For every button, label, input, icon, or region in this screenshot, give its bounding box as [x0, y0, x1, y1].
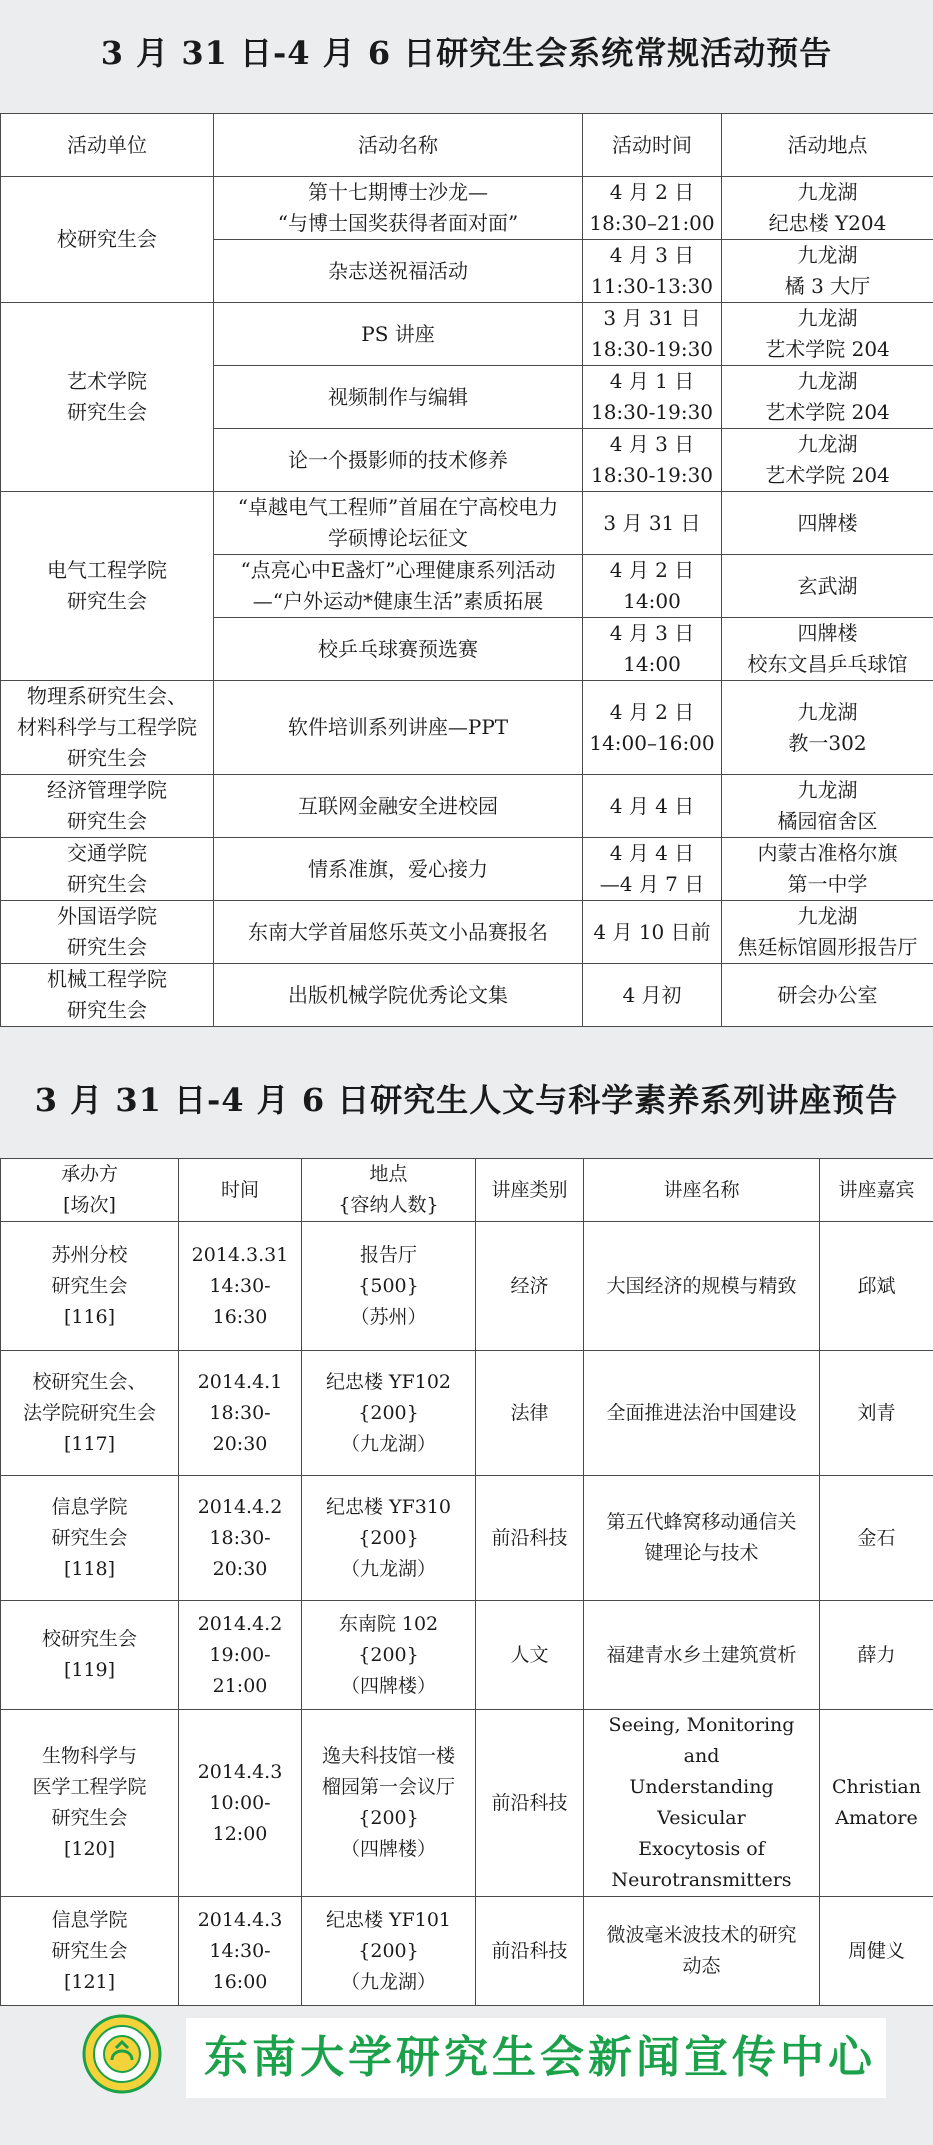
activity-name-cell [214, 838, 583, 901]
table-row [1, 775, 933, 838]
lecture-guest-cell-line: 薛力 [857, 1643, 896, 1666]
activity-time-cell-line: 18:30-19:30 [590, 400, 714, 424]
activity-name-cell-line: PS 讲座 [361, 321, 435, 346]
column-header-line: {容纳人数} [338, 1194, 439, 1216]
activity-time-cell-line: 18:30-19:30 [590, 337, 714, 361]
lecture-place-cell-line: 榴园第一会议厅 [321, 1776, 455, 1798]
activity-time-cell-line: 4 月 2 日 [609, 699, 695, 724]
activity-place-cell-line: 玄武湖 [797, 573, 858, 598]
column-header-line: 活动单位 [67, 132, 147, 157]
activity-place-cell-line: 纪忠楼 Y204 [768, 211, 887, 235]
activity-time-cell [583, 429, 722, 492]
activity-name-cell [214, 492, 583, 555]
table-row [1, 1222, 933, 1351]
activity-name-cell-line: 学硕博论坛征文 [328, 526, 468, 550]
table-row [1, 1897, 933, 2006]
activity-time-cell-line: 18:30-19:30 [590, 463, 714, 487]
column-header-line: [场次] [63, 1194, 116, 1216]
host-cell-line: [121] [63, 1970, 116, 1993]
lecture-title-cell-line: 微波毫米波技术的研究 [606, 1924, 797, 1946]
lecture-guest-cell [820, 1222, 933, 1351]
column-header-line: 活动地点 [787, 132, 868, 157]
lecture-place-cell-line: （九龙湖） [340, 1970, 436, 1993]
lecture-place-cell-line: 东南院 102 [338, 1612, 439, 1635]
lecture-place-cell-line: （四牌楼） [340, 1838, 436, 1860]
activity-place-cell [722, 492, 933, 555]
lecture-category-cell [476, 1222, 584, 1351]
activity-time-cell-line: 14:00 [623, 652, 681, 676]
activity-place-cell-line: 内蒙古准格尔旗 [757, 841, 898, 865]
unit-cell [1, 775, 214, 838]
activity-time-cell [583, 366, 722, 429]
lecture-time-cell [179, 1351, 302, 1476]
activity-place-cell-line: 艺术学院 204 [765, 337, 890, 361]
unit-cell [1, 838, 214, 901]
table-row [1, 303, 933, 366]
activity-place-cell-line: 九龙湖 [797, 180, 858, 204]
lecture-place-cell-line: 纪忠楼 YF101 [325, 1908, 452, 1931]
lecture-title-cell-line: 福建青水乡土建筑赏析 [606, 1643, 797, 1666]
column-header [214, 114, 583, 177]
table-row [1, 1710, 933, 1897]
activity-place-cell-line: 第一中学 [787, 872, 868, 896]
column-header-line: 活动时间 [612, 132, 692, 157]
unit-cell-line: 经济管理学院 [47, 778, 167, 802]
lecture-guest-cell-line: 周健义 [847, 1939, 905, 1962]
lecture-category-cell [476, 1351, 584, 1476]
lectures-table [0, 1158, 933, 2006]
column-header [1, 114, 214, 177]
activity-place-cell-line: 艺术学院 204 [765, 400, 890, 424]
lecture-title-cell-line: 第五代蜂窝移动通信关 [606, 1511, 797, 1533]
lecture-guest-cell [820, 1897, 933, 2006]
host-cell-line: 研究生会 [51, 1939, 128, 1962]
host-cell-line: [118] [63, 1557, 116, 1580]
lecture-guest-cell-line: Amatore [835, 1807, 918, 1829]
lecture-time-cell [179, 1897, 302, 2006]
unit-cell-line: 研究生会 [67, 998, 147, 1022]
lecture-time-cell-line: 18:30-20:30 [209, 1526, 271, 1580]
lecture-time-cell-line: 2014.4.1 [197, 1370, 283, 1393]
activity-place-cell [722, 240, 933, 303]
lecture-category-cell [476, 1710, 584, 1897]
activity-name-cell [214, 366, 583, 429]
activity-name-cell-line: 东南大学首届悠乐英文小品赛报名 [248, 919, 548, 944]
column-header-line: 讲座名称 [663, 1178, 740, 1201]
activity-name-cell-line: 软件培训系列讲座—PPT [287, 715, 509, 739]
activity-time-cell-line: 4 月 2 日 [609, 558, 695, 582]
lecture-place-cell [302, 1710, 476, 1897]
unit-cell-line: 机械工程学院 [47, 967, 167, 991]
table-row [1, 1476, 933, 1601]
activity-name-cell [214, 240, 583, 303]
activity-name-cell-line: 出版机械学院优秀论文集 [288, 982, 508, 1007]
activity-name-cell-line: 杂志送祝福活动 [328, 258, 468, 283]
column-header [583, 114, 722, 177]
activity-name-cell [214, 618, 583, 681]
activity-place-cell [722, 618, 933, 681]
host-cell [1, 1601, 179, 1710]
lecture-title-cell [584, 1897, 820, 2006]
activity-time-cell [583, 618, 722, 681]
lecture-time-cell-line: 18:30-20:30 [209, 1401, 271, 1455]
activity-time-cell-line: 4 月 3 日 [609, 243, 695, 267]
column-header [820, 1159, 933, 1222]
host-cell-line: 医学工程学院 [32, 1776, 147, 1798]
host-cell [1, 1351, 179, 1476]
table-header-row [1, 1159, 933, 1222]
lecture-title-cell-line: Exocytosis of [638, 1838, 765, 1860]
unit-cell [1, 681, 214, 775]
lecture-place-cell-line: {200} [358, 1939, 419, 1962]
activity-place-cell [722, 964, 933, 1027]
lecture-time-cell-line: 2014.4.2 [197, 1612, 283, 1635]
activity-place-cell-line: 校东文昌乒乓球馆 [747, 652, 908, 676]
column-header [476, 1159, 584, 1222]
table-row [1, 681, 933, 775]
table-row [1, 1601, 933, 1710]
activity-place-cell-line: 九龙湖 [797, 306, 858, 330]
unit-cell [1, 303, 214, 492]
activity-time-cell-line: 4 月 2 日 [609, 180, 695, 204]
page-title-lectures: 3 月 31 日-4 月 6 日研究生人文与科学素养系列讲座预告 [34, 1081, 899, 1119]
host-cell [1, 1897, 179, 2006]
activity-time-cell-line: 4 月 10 日前 [593, 919, 711, 944]
lecture-guest-cell-line: Christian [832, 1776, 921, 1798]
activity-name-cell-line: 校乒乓球赛预选赛 [318, 636, 478, 661]
lecture-category-cell [476, 1601, 584, 1710]
lecture-time-cell [179, 1222, 302, 1351]
activity-place-cell [722, 177, 933, 240]
lecture-title-cell-line: 动态 [682, 1955, 721, 1977]
table-row [1, 177, 933, 240]
column-header-line: 讲座嘉宾 [838, 1178, 915, 1201]
activity-place-cell-line: 九龙湖 [797, 778, 858, 802]
activity-place-cell [722, 901, 933, 964]
activity-time-cell-line: 14:00 [623, 589, 681, 613]
lecture-time-cell-line: 14:30-16:30 [209, 1274, 271, 1328]
activity-time-cell-line: 4 月 3 日 [609, 432, 695, 456]
footer [0, 2000, 933, 2120]
activity-name-cell [214, 555, 583, 618]
column-header-line: 地点 [369, 1163, 408, 1185]
activity-time-cell [583, 303, 722, 366]
activity-time-cell-line: 18:30–21:00 [589, 211, 715, 235]
lecture-place-cell-line: （苏州） [350, 1305, 427, 1328]
activity-place-cell-line: 四牌楼 [797, 510, 858, 535]
unit-cell-line: 研究生会 [67, 589, 147, 613]
lecture-place-cell [302, 1351, 476, 1476]
activity-time-cell-line: 4 月 1 日 [609, 369, 695, 393]
activity-time-cell-line: —4 月 7 日 [599, 872, 705, 896]
activity-time-cell [583, 177, 722, 240]
activity-place-cell [722, 366, 933, 429]
lecture-category-cell-line: 法律 [510, 1401, 549, 1424]
host-cell [1, 1710, 179, 1897]
lecture-guest-cell-line: 刘青 [857, 1401, 896, 1424]
table-row [1, 838, 933, 901]
activity-time-cell-line: 3 月 31 日 [603, 306, 701, 330]
lecture-category-cell-line: 经济 [510, 1274, 549, 1297]
seu-graduate-union-seal-icon [82, 2014, 162, 2094]
host-cell-line: 生物科学与 [41, 1745, 137, 1767]
activity-place-cell-line: 焦廷标馆圆形报告厅 [737, 935, 918, 959]
activity-place-cell-line: 橘园宿舍区 [777, 809, 878, 833]
activity-place-cell [722, 838, 933, 901]
lecture-category-cell-line: 前沿科技 [491, 1526, 568, 1549]
unit-cell-line: 物理系研究生会、 [27, 684, 187, 708]
activity-name-cell-line: 情系准旗，爱心接力 [308, 856, 488, 881]
activity-place-cell-line: 四牌楼 [797, 621, 858, 645]
unit-cell-line: 研究生会 [67, 935, 147, 959]
activity-time-cell-line: 4 月 3 日 [609, 621, 695, 645]
unit-cell [1, 901, 214, 964]
lecture-guest-cell [820, 1351, 933, 1476]
lecture-category-cell-line: 前沿科技 [491, 1791, 568, 1814]
column-header [179, 1159, 302, 1222]
activity-name-cell [214, 681, 583, 775]
lecture-time-cell-line: 19:00-21:00 [209, 1643, 271, 1697]
unit-cell-line: 交通学院 [67, 841, 147, 865]
activity-time-cell [583, 838, 722, 901]
lecture-title-cell-line: 键理论与技术 [644, 1542, 759, 1564]
table-row [1, 901, 933, 964]
unit-cell-line: 研究生会 [67, 400, 147, 424]
activity-place-cell [722, 681, 933, 775]
activity-place-cell-line: 教一302 [788, 730, 867, 755]
lecture-title-cell [584, 1601, 820, 1710]
activity-name-cell [214, 775, 583, 838]
unit-cell-line: 材料科学与工程学院 [17, 715, 197, 739]
page-title-activities: 3 月 31 日-4 月 6 日研究生会系统常规活动预告 [100, 34, 833, 72]
activity-time-cell [583, 240, 722, 303]
activity-name-cell-line: 第十七期博士沙龙— [308, 180, 488, 204]
activity-time-cell [583, 901, 722, 964]
lecture-place-cell-line: {500} [358, 1274, 419, 1297]
column-header-line: 讲座类别 [491, 1178, 568, 1201]
lecture-time-cell [179, 1601, 302, 1710]
column-header-line: 活动名称 [358, 132, 438, 157]
lecture-time-cell-line: 2014.4.2 [197, 1495, 283, 1518]
activity-name-cell-line: “卓越电气工程师”首届在宁高校电力 [237, 495, 559, 519]
lecture-place-cell [302, 1476, 476, 1601]
lecture-category-cell-line: 人文 [510, 1643, 549, 1666]
lecture-title-cell [584, 1222, 820, 1351]
unit-cell-line: 研究生会 [67, 809, 147, 833]
lecture-guest-cell-line: 金石 [857, 1526, 896, 1549]
host-cell [1, 1222, 179, 1351]
lecture-time-cell-line: 2014.4.3 [197, 1908, 283, 1931]
lecture-title-cell-line: Seeing, Monitoring and [608, 1714, 795, 1767]
unit-cell-line: 研究生会 [67, 746, 147, 770]
host-cell-line: [119] [63, 1659, 116, 1681]
column-header [302, 1159, 476, 1222]
activity-place-cell [722, 303, 933, 366]
host-cell-line: 校研究生会 [41, 1628, 137, 1650]
lecture-guest-cell-line: 邱斌 [857, 1274, 896, 1297]
unit-cell-line: 电气工程学院 [47, 558, 167, 582]
host-cell-line: 研究生会 [51, 1274, 128, 1297]
activity-place-cell [722, 555, 933, 618]
table-row [1, 492, 933, 555]
column-header [1, 1159, 179, 1222]
host-cell-line: 校研究生会、 [32, 1370, 147, 1393]
activities-table [0, 113, 933, 1027]
lecture-category-cell-line: 前沿科技 [491, 1939, 568, 1962]
host-cell-line: 研究生会 [51, 1526, 128, 1549]
lecture-title-cell-line: Understanding Vesicular [629, 1776, 774, 1829]
lecture-time-cell-line: 14:30-16:00 [209, 1939, 271, 1993]
activity-name-cell [214, 177, 583, 240]
activity-time-cell-line: 4 月初 [622, 982, 682, 1007]
activity-time-cell-line: 14:00–16:00 [589, 730, 715, 755]
host-cell-line: 研究生会 [51, 1807, 128, 1829]
lecture-time-cell [179, 1710, 302, 1897]
unit-cell-line: 外国语学院 [57, 904, 157, 928]
activity-time-cell [583, 681, 722, 775]
lecture-place-cell-line: {200} [358, 1643, 419, 1666]
lecture-place-cell [302, 1897, 476, 2006]
host-cell-line: 信息学院 [51, 1908, 128, 1931]
activity-name-cell-line: “与博士国奖获得者面对面” [277, 211, 519, 235]
lecture-guest-cell [820, 1710, 933, 1897]
column-header-line: 承办方 [60, 1163, 118, 1185]
activity-time-cell [583, 555, 722, 618]
host-cell-line: 法学院研究生会 [22, 1401, 156, 1424]
activity-time-cell-line: 4 月 4 日 [609, 841, 695, 865]
activity-place-cell-line: 艺术学院 204 [765, 463, 890, 487]
lecture-guest-cell [820, 1601, 933, 1710]
lecture-time-cell-line: 2014.4.3 [197, 1760, 283, 1783]
activity-place-cell-line: 九龙湖 [797, 699, 858, 724]
activity-time-cell-line: 4 月 4 日 [609, 793, 695, 818]
unit-cell [1, 964, 214, 1027]
lecture-time-cell-line: 2014.3.31 [191, 1243, 289, 1266]
lecture-category-cell [476, 1897, 584, 2006]
activity-name-cell-line: 互联网金融安全进校园 [298, 793, 498, 818]
lecture-place-cell-line: （九龙湖） [340, 1432, 436, 1455]
activity-name-cell [214, 303, 583, 366]
activity-name-cell-line: 论一个摄影师的技术修养 [288, 447, 508, 472]
lecture-title-cell-line: 大国经济的规模与精致 [606, 1274, 797, 1297]
lecture-guest-cell [820, 1476, 933, 1601]
lecture-place-cell-line: 纪忠楼 YF310 [325, 1495, 452, 1518]
activity-place-cell [722, 775, 933, 838]
activity-time-cell [583, 775, 722, 838]
column-header [722, 114, 933, 177]
activity-name-cell [214, 901, 583, 964]
activity-place-cell [722, 429, 933, 492]
news-center-banner [186, 2018, 886, 2098]
activity-place-cell-line: 九龙湖 [797, 369, 858, 393]
lecture-title-cell [584, 1476, 820, 1601]
lecture-title-cell-line: 全面推进法治中国建设 [606, 1401, 797, 1424]
lecture-title-cell [584, 1351, 820, 1476]
table-row [1, 1351, 933, 1476]
lecture-place-cell-line: 纪忠楼 YF102 [325, 1370, 452, 1393]
lecture-time-cell-line: 10:00-12:00 [209, 1791, 271, 1845]
host-cell-line: [116] [63, 1305, 116, 1328]
lecture-place-cell [302, 1601, 476, 1710]
activity-name-cell [214, 964, 583, 1027]
lecture-place-cell [302, 1222, 476, 1351]
lecture-place-cell-line: {200} [358, 1401, 419, 1424]
unit-cell-line: 艺术学院 [67, 369, 147, 393]
lecture-title-cell [584, 1710, 820, 1897]
unit-cell [1, 177, 214, 303]
lecture-place-cell-line: {200} [358, 1807, 419, 1829]
lecture-place-cell-line: 报告厅 [359, 1243, 417, 1266]
host-cell-line: [117] [63, 1432, 116, 1455]
host-cell-line: 信息学院 [51, 1495, 128, 1518]
table-row [1, 964, 933, 1027]
activity-name-cell [214, 429, 583, 492]
column-header-line: 时间 [220, 1178, 259, 1201]
activity-place-cell-line: 九龙湖 [797, 432, 858, 456]
host-cell-line: [120] [63, 1838, 116, 1860]
lecture-place-cell-line: （四牌楼） [340, 1674, 436, 1697]
lecture-title-cell-line: Neurotransmitters [611, 1869, 792, 1891]
activity-time-cell-line: 11:30-13:30 [590, 274, 714, 298]
lecture-place-cell-line: {200} [358, 1526, 419, 1549]
activity-place-cell-line: 九龙湖 [797, 904, 858, 928]
activity-name-cell-line: 视频制作与编辑 [328, 384, 468, 409]
activity-time-cell [583, 492, 722, 555]
banner-text: 东南大学研究生会新闻宣传中心 [204, 2032, 876, 2083]
activity-place-cell-line: 九龙湖 [797, 243, 858, 267]
column-header [584, 1159, 820, 1222]
activity-name-cell-line: “点亮心中E盏灯”心理健康系列活动 [240, 558, 556, 582]
activity-time-cell [583, 964, 722, 1027]
table-header-row [1, 114, 933, 177]
activity-name-cell-line: —“户外运动*健康生活”素质拓展 [252, 589, 544, 613]
unit-cell-line: 研究生会 [67, 872, 147, 896]
unit-cell-line: 校研究生会 [57, 227, 157, 251]
activity-place-cell-line: 研会办公室 [777, 982, 878, 1007]
lecture-category-cell [476, 1476, 584, 1601]
lecture-place-cell-line: 逸夫科技馆一楼 [321, 1745, 455, 1767]
activity-time-cell-line: 3 月 31 日 [603, 510, 701, 535]
activity-place-cell-line: 橘 3 大厅 [784, 274, 871, 298]
lecture-place-cell-line: （九龙湖） [340, 1557, 436, 1580]
host-cell-line: 苏州分校 [51, 1243, 128, 1266]
lecture-time-cell [179, 1476, 302, 1601]
host-cell [1, 1476, 179, 1601]
unit-cell [1, 492, 214, 681]
